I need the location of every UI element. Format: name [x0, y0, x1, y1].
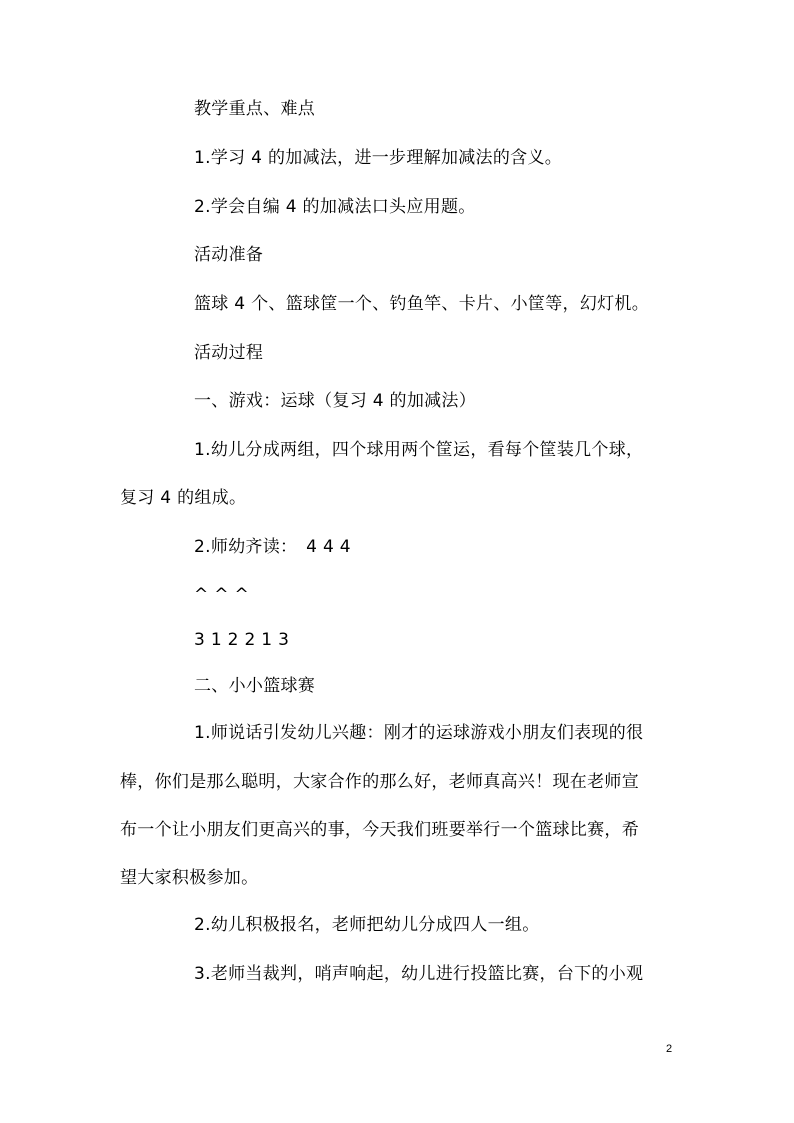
section-1-title: 一、游戏：运球（复习 4 的加减法） [194, 391, 477, 411]
decomposition-arrows: ^ ^ ^ [194, 585, 250, 605]
section-2-item-1-cont-3: 望大家积极参加。 [120, 868, 259, 888]
heading-teaching-focus: 教学重点、难点 [194, 99, 316, 119]
focus-item-2: 2.学会自编 4 的加减法口头应用题。 [194, 197, 476, 217]
section-1-item-1: 1.幼儿分成两组，四个球用两个筐运，看每个筐装几个球， [194, 440, 644, 460]
section-1-item-2: 2.师幼齐读： 4 4 4 [194, 537, 351, 557]
heading-activity-preparation: 活动准备 [194, 245, 264, 265]
section-2-item-3: 3.老师当裁判，哨声响起，幼儿进行投篮比赛，台下的小观 [194, 964, 644, 984]
section-2-item-1: 1.师说话引发幼儿兴趣：刚才的运球游戏小朋友们表现的很 [194, 723, 644, 743]
heading-activity-process: 活动过程 [194, 343, 264, 363]
focus-item-1: 1.学习 4 的加减法，进一步理解加减法的含义。 [194, 148, 563, 168]
section-1-item-1-cont: 复习 4 的组成。 [120, 488, 247, 508]
section-2-item-1-cont-2: 布一个让小朋友们更高兴的事，今天我们班要举行一个篮球比赛，希 [120, 820, 639, 840]
decomposition-numbers: 3 1 2 2 1 3 [194, 630, 290, 650]
preparation-materials: 篮球 4 个、篮球筐一个、钓鱼竿、卡片、小筐等，幻灯机。 [194, 294, 650, 314]
page-number: 2 [666, 1043, 673, 1055]
section-2-title: 二、小小篮球赛 [194, 676, 316, 696]
section-2-item-2: 2.幼儿积极报名，老师把幼儿分成四人一组。 [194, 915, 540, 935]
section-2-item-1-cont-1: 棒，你们是那么聪明，大家合作的那么好，老师真高兴！现在老师宣 [120, 772, 639, 792]
